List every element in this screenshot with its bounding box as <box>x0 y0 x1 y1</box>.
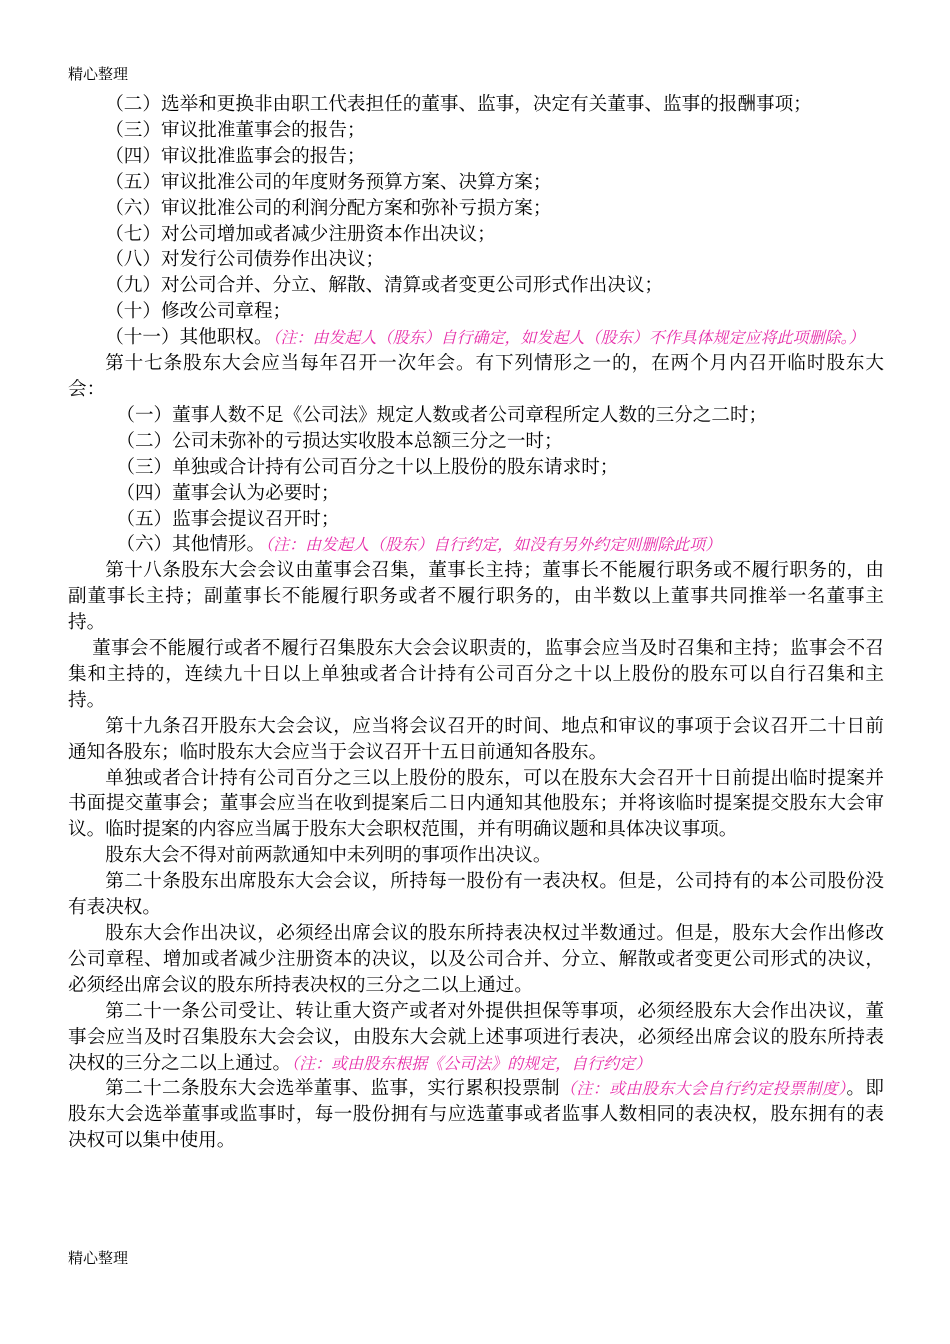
paragraph: （三）审议批准董事会的报告； <box>105 119 366 141</box>
paragraph: （一）董事人数不足《公司法》规定人数或者公司章程所定人数的三分之二时； <box>116 404 768 426</box>
paragraph: 第十九条召开股东大会会议，应当将会议召开的时间、地点和审议的事项于会议召开二十日前通知各股东；临时股东大会应当于会议召开十五日前通知各股东。 <box>68 715 884 763</box>
paragraph: （六）其他情形。（注：由发起人（股东）自行约定，如没有另外约定则删除此项） <box>116 534 722 556</box>
paragraph: （四）审议批准监事会的报告； <box>105 145 366 167</box>
paragraph: 第十八条股东大会会议由董事会召集，董事长主持；董事长不能履行职务或不履行职务的，由副董事长主持；副董事长不能履行职务或者不履行职务的，由半数以上董事共同推举一名董事主持。 <box>68 560 884 634</box>
paragraph: （三）单独或合计持有公司百分之十以上股份的股东请求时； <box>116 456 619 478</box>
page-footer: 精心整理 <box>68 1249 129 1267</box>
paragraph: （四）董事会认为必要时； <box>116 482 340 504</box>
paragraph: （八）对发行公司债券作出决议； <box>105 249 385 271</box>
paragraph: （九）对公司合并、分立、解散、清算或者变更公司形式作出决议； <box>105 275 664 297</box>
editor-note: （注：或由股东大会自行约定投票制度） <box>560 1079 847 1099</box>
document-body <box>68 92 884 1154</box>
paragraph: （十一）其他职权。（注：由发起人（股东）自行确定，如发起人（股东）不作具体规定应将此项删除。） <box>105 327 865 349</box>
paragraph: 第二十二条股东大会选举董事、监事，实行累积投票制（注：或由股东大会自行约定投票制度）。即股东大会选举董事或监事时，每一股份拥有与应选董事或者监事人数相同的表决权，股东拥有的表决权可以集中使用。 <box>68 1078 884 1152</box>
paragraph: （二）公司未弥补的亏损达实收股本总额三分之一时； <box>116 430 563 452</box>
paragraph: 股东大会作出决议，必须经出席会议的股东所持表决权过半数通过。但是，股东大会作出修改公司章程、增加或者减少注册资本的决议，以及公司合并、分立、解散或者变更公司形式的决议，必须经出席会议的股东所持表决权的三分之二以上通过。 <box>68 923 884 996</box>
paragraph: （六）审议批准公司的利润分配方案和弥补亏损方案； <box>105 197 552 219</box>
page-header: 精心整理 <box>68 65 129 83</box>
paragraph: 第二十一条公司受让、转让重大资产或者对外提供担保等事项，必须经股东大会作出决议，董事会应当及时召集股东大会会议，由股东大会就上述事项进行表决，必须经出席会议的股东所持表决权的三分之二以上通过。（注：或由股东根据《公司法》的规定，自行约定） <box>68 1000 884 1074</box>
paragraph: （五）监事会提议召开时； <box>116 508 340 530</box>
paragraph: （七）对公司增加或者减少注册资本作出决议； <box>105 223 496 245</box>
paragraph: （五）审议批准公司的年度财务预算方案、决算方案； <box>105 171 552 193</box>
editor-note: （注：或由股东根据《公司法》的规定，自行约定） <box>291 1053 652 1073</box>
paragraph: 股东大会不得对前两款通知中未列明的事项作出决议。 <box>105 845 552 867</box>
paragraph: （十）修改公司章程； <box>105 301 292 323</box>
editor-note: （注：由发起人（股东）自行确定，如发起人（股东）不作具体规定应将此项删除。） <box>272 328 865 348</box>
paragraph: 第二十条股东出席股东大会会议，所持每一股份有一表决权。但是，公司持有的本公司股份没有表决权。 <box>68 871 884 919</box>
paragraph: 董事会不能履行或者不履行召集股东大会会议职责的，监事会应当及时召集和主持；监事会不召集和主持的，连续九十日以上单独或者合计持有公司百分之十以上股份的股东可以自行召集和主持。 <box>68 638 884 711</box>
paragraph: 第十七条股东大会应当每年召开一次年会。有下列情形之一的，在两个月内召开临时股东大会： <box>68 353 884 400</box>
editor-note: （注：由发起人（股东）自行约定，如没有另外约定则删除此项） <box>265 535 722 555</box>
paragraph: （二）选举和更换非由职工代表担任的董事、监事，决定有关董事、监事的报酬事项； <box>105 94 812 115</box>
paragraph: 单独或者合计持有公司百分之三以上股份的股东，可以在股东大会召开十日前提出临时提案并书面提交董事会；董事会应当在收到提案后二日内通知其他股东；并将该临时提案提交股东大会审议。临时提案的内容应当属于股东大会职权范围，并有明确议题和具体决议事项。 <box>68 767 884 841</box>
